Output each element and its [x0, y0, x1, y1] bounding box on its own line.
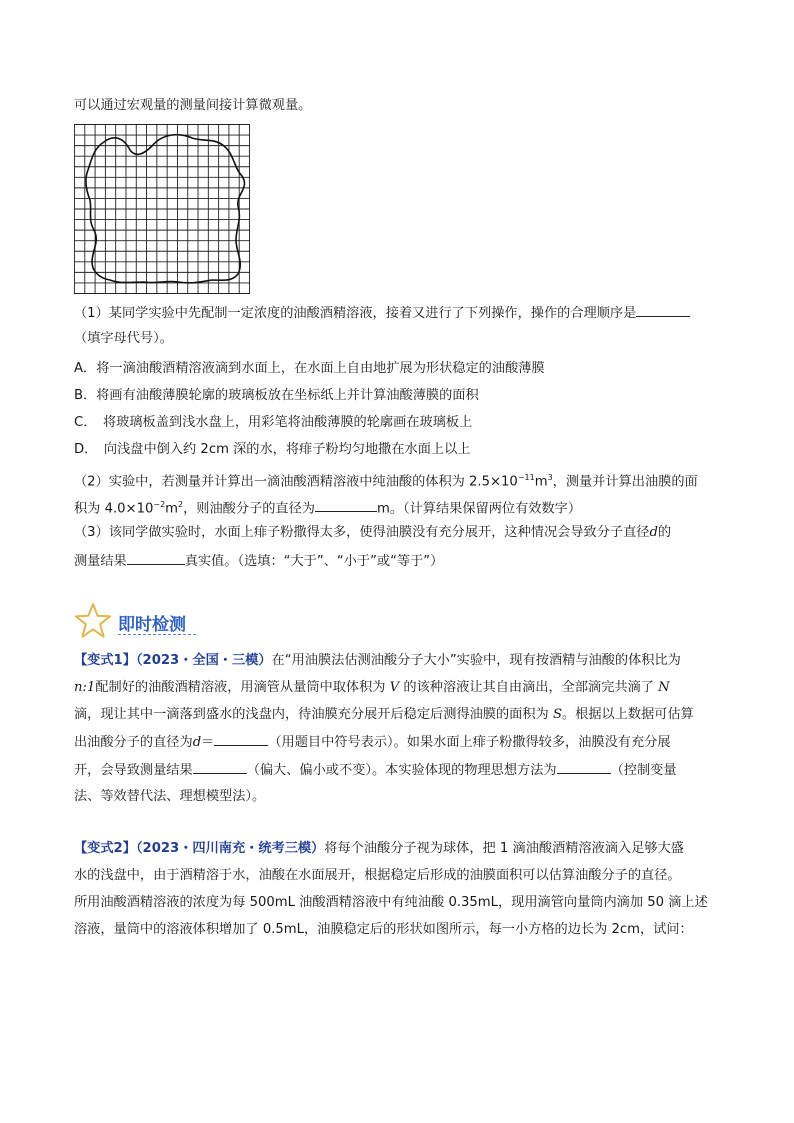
option-d: D． 向浅盘中倒入约 2cm 深的水，将痱子粉均匀地撒在水面上以上	[74, 442, 471, 457]
section-underline	[118, 634, 196, 635]
q2-answer-blank[interactable]	[315, 499, 377, 512]
v1-diameter-blank[interactable]	[214, 733, 268, 746]
option-a: A．将一滴油酸酒精溶液滴到水面上，在水面上自由地扩展为形状稳定的油酸薄膜	[74, 361, 545, 376]
q3-line2: 测量结果 真实值。（选填：“大于”、“小于”或“等于”）	[74, 554, 444, 569]
star-icon	[74, 602, 112, 640]
q1-line2: （填字母代号）。	[74, 331, 173, 346]
v1-line3: 滴，现让其中一滴落到盛水的浅盘内，待油膜充分展开后稳定后测得油膜的面积为 S。根据以上数据可估算	[74, 707, 694, 722]
v1-line6: 法、等效替代法、理想模型法）。	[74, 789, 266, 804]
option-c: C． 将玻璃板盖到浅水盘上，用彩笔将油酸薄膜的轮廓画在玻璃板上	[74, 415, 473, 430]
v2-line1: 【变式2】（2023・四川南充・统考三模）将每个油酸分子视为球体，把 1 滴油酸酒精溶液滴入足够大盛	[74, 841, 684, 856]
v1-line4: 出油酸分子的直径为d＝ （用题目中符号表示）。如果水面上痱子粉撒得较多，油膜没有充分展	[74, 735, 671, 750]
v1-line1: 【变式1】（2023・全国・三模）在“用油膜法估测油酸分子大小”实验中，现有按酒精与油酸的体积比为	[74, 653, 681, 668]
v1-line5: 开，会导致测量结果 （偏大、偏小或不变）。本实验体现的物理思想方法为 （控制变量	[74, 763, 677, 778]
intro-text: 可以通过宏观量的测量间接计算微观量。	[74, 98, 312, 113]
q2-line2: 积为 $4.0\times 10^{-2}m^2$，则油酸分子的直径为 m。（计算结果保留两位有效数字）	[74, 500, 582, 517]
q3-line1: （3）该同学做实验时，水面上痱子粉撒得太多，使得油膜没有充分展开，这种情况会导致分子直径d的	[74, 525, 672, 540]
section-header	[74, 600, 314, 640]
oil-film-grid-figure	[74, 124, 250, 294]
v2-line2: 水的浅盘中，由于酒精溶于水，油酸在水面展开，根据稳定后形成的油膜面积可以估算油酸分子的直径。	[74, 868, 681, 883]
q1-answer-blank[interactable]	[636, 304, 690, 317]
section-title: 即时检测	[118, 615, 186, 635]
v2-line4: 溶液，量筒中的溶液体积增加了 0.5mL，油膜稳定后的形状如图所示，每一小方格的边长为 2cm，试问：	[74, 922, 693, 937]
option-b: B．将画有油酸薄膜轮廓的玻璃板放在坐标纸上并计算油酸薄膜的面积	[74, 388, 479, 403]
q3-answer-blank[interactable]	[127, 552, 185, 565]
v1-method-blank[interactable]	[557, 761, 611, 774]
q1-line1: （1）某同学实验中先配制一定浓度的油酸酒精溶液，接着又进行了下列操作，操作的合理顺序是	[74, 304, 690, 323]
q2-line1: （2）实验中，若测量并计算出一滴油酸酒精溶液中纯油酸的体积为 $2.5\times 10^{-11}m^3$，测量并计算出油膜的面	[74, 473, 698, 490]
v1-result-blank[interactable]	[193, 761, 247, 774]
v2-line3: 所用油酸酒精溶液的浓度为每 500mL 油酸酒精溶液中有纯油酸 0.35mL，现用滴管向量筒内滴加 50 滴上述	[74, 895, 708, 910]
v1-line2: n:1配制好的油酸酒精溶液，用滴管从量筒中取体积为 V 的该种溶液让其自由滴出，全部滴完共滴了 N	[74, 680, 670, 695]
